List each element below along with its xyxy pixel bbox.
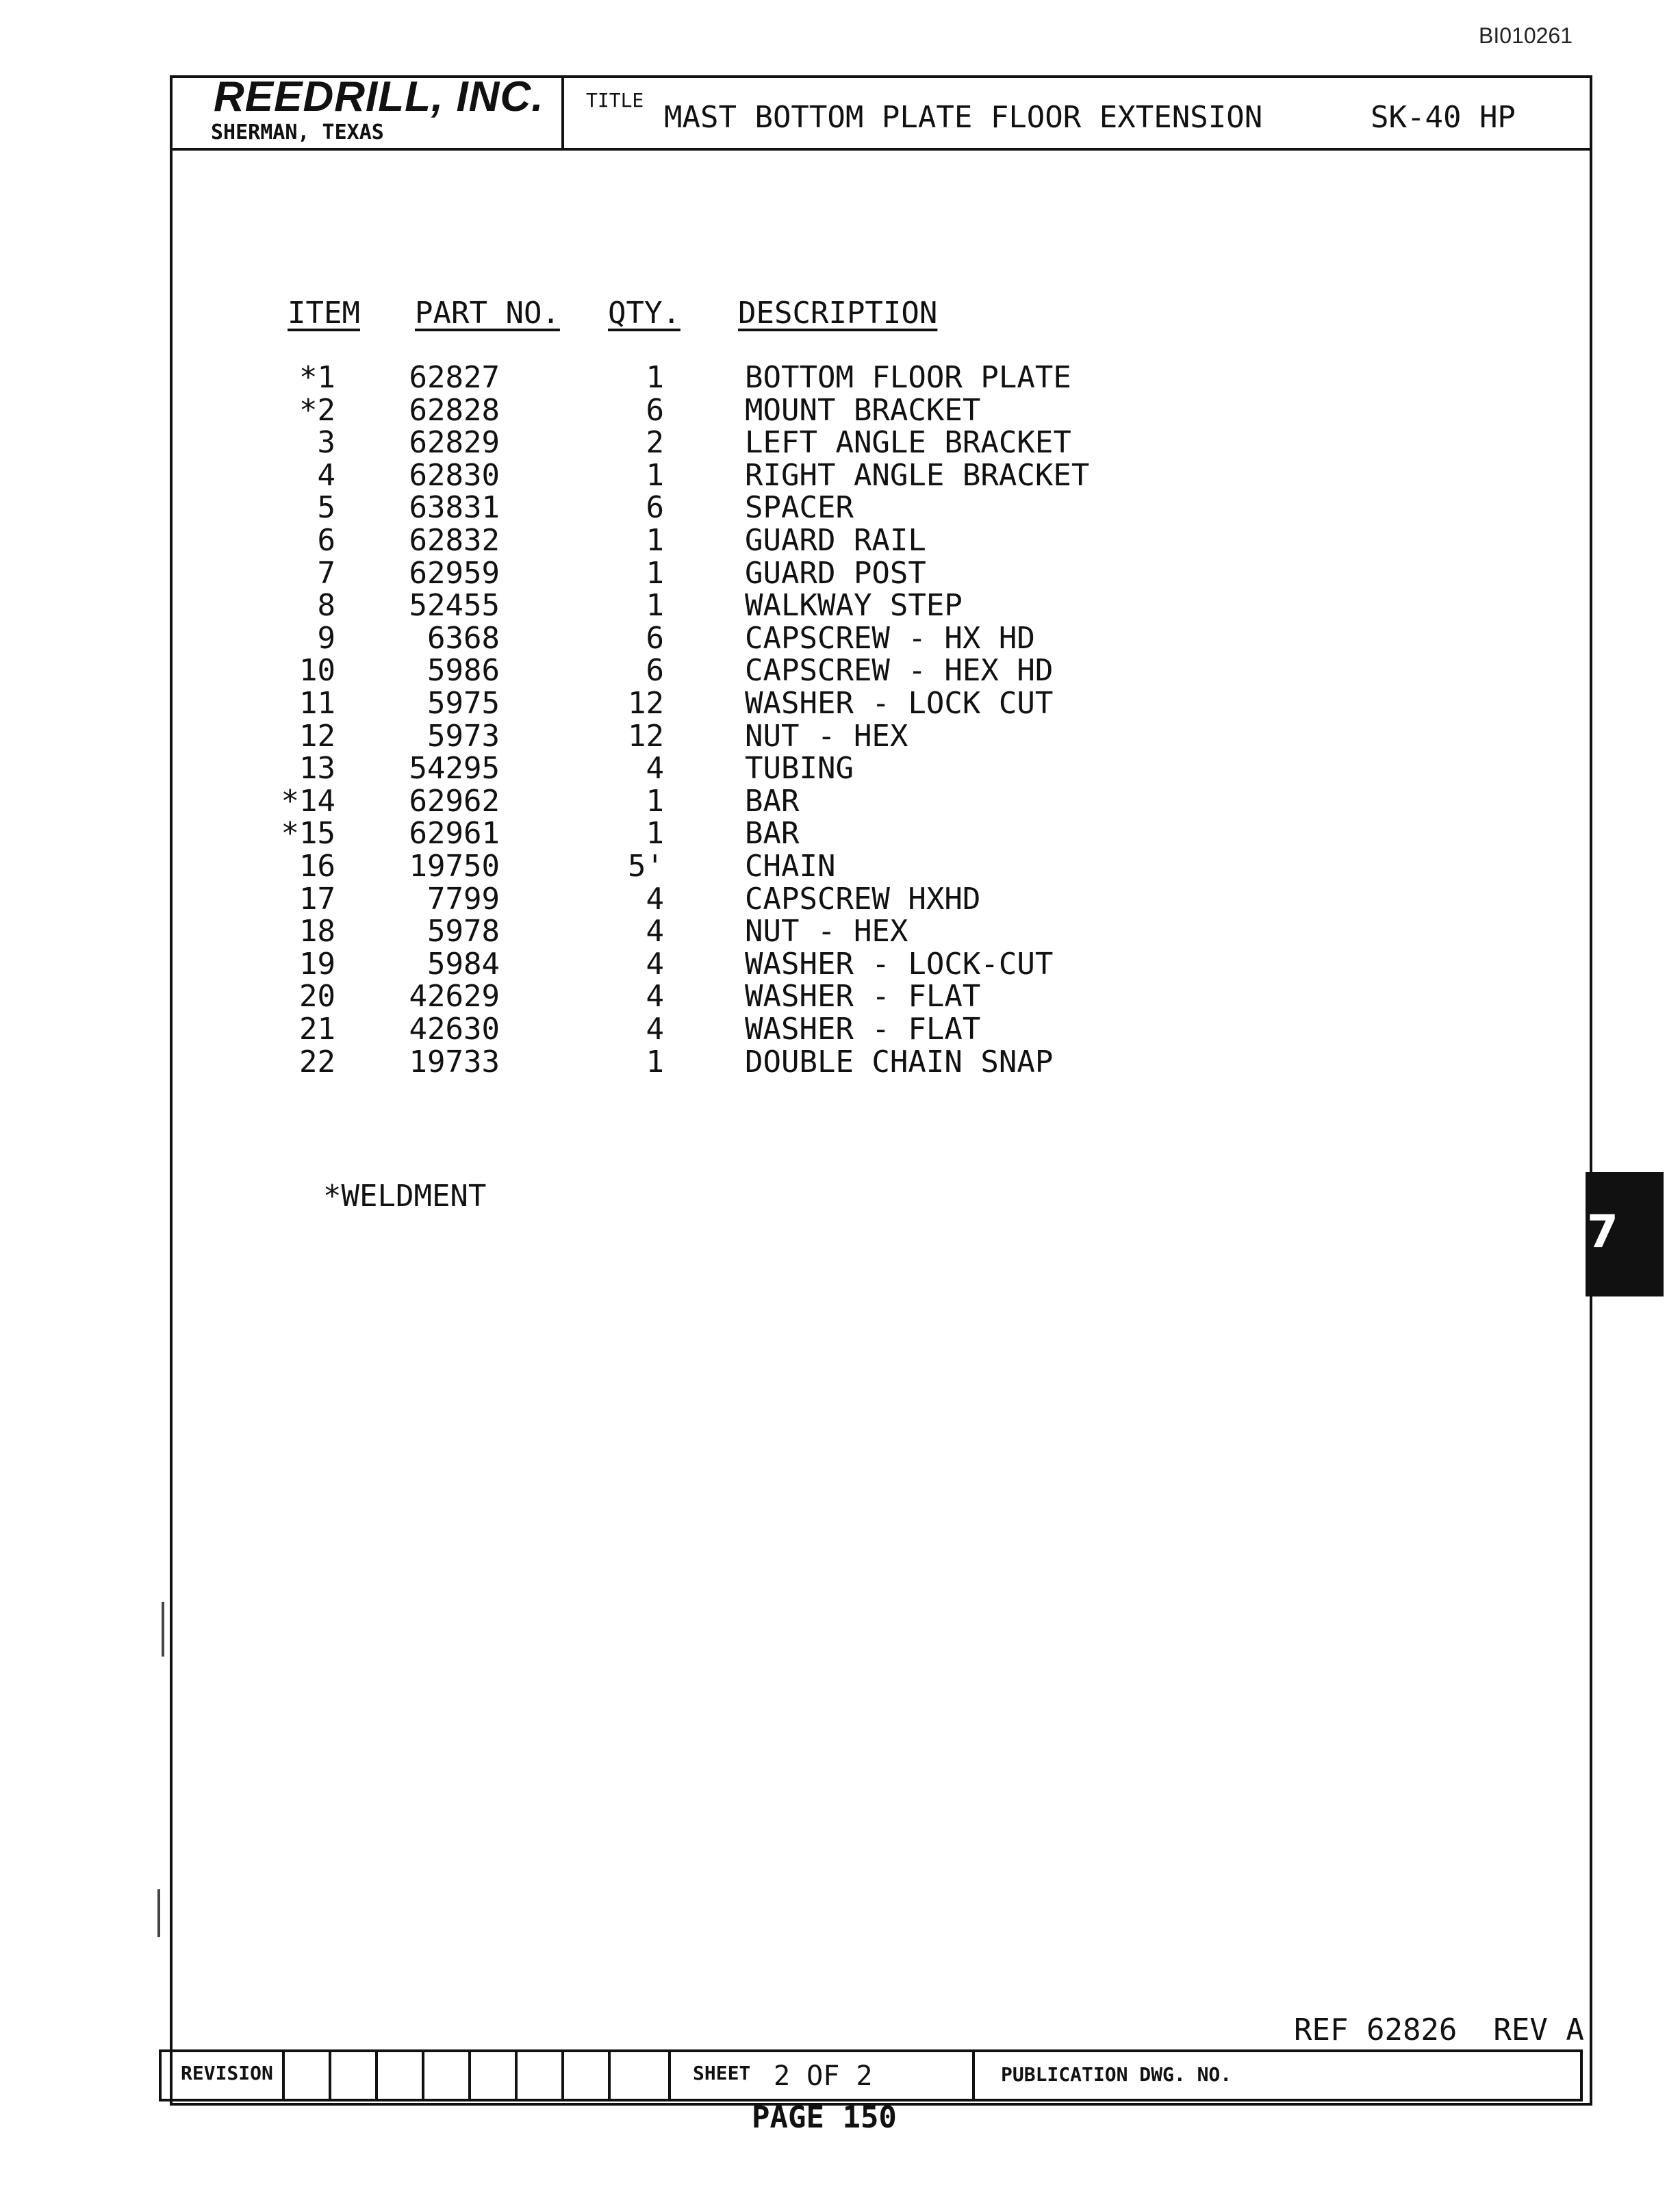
page-number: PAGE 150: [752, 2100, 897, 2135]
table-row: [0, 524, 1680, 557]
qty-cell: 4: [646, 946, 664, 982]
description-cell: LEFT ANGLE BRACKET: [745, 425, 1071, 461]
qty-cell: 1: [646, 588, 664, 624]
description-cell: GUARD POST: [745, 555, 926, 591]
part-no-cell: 19750: [409, 849, 500, 884]
revision-label: REVISION: [181, 2062, 273, 2084]
revision-box-divider: [468, 2049, 471, 2101]
part-no-cell: 42629: [409, 979, 500, 1014]
description-cell: TUBING: [745, 751, 854, 787]
revision-box-divider: [515, 2049, 518, 2101]
scan-artifact: [157, 1889, 160, 1937]
header-item: ITEM: [288, 296, 360, 331]
table-row: [0, 426, 1680, 459]
table-row: [0, 850, 1680, 883]
description-cell: WASHER - FLAT: [745, 1012, 981, 1047]
qty-cell: 1: [646, 783, 664, 819]
description-cell: CAPSCREW HXHD: [745, 881, 981, 917]
section-tab-label: 7: [1587, 1205, 1618, 1258]
revision-box-divider: [375, 2049, 378, 2101]
description-cell: MOUNT BRACKET: [745, 392, 981, 428]
header-part-no: PART NO.: [415, 296, 560, 331]
model-number: SK-40 HP: [1371, 100, 1516, 135]
table-row: [0, 589, 1680, 622]
item-cell: 22: [299, 1044, 335, 1079]
description-cell: BAR: [745, 783, 800, 819]
item-cell: 11: [299, 686, 335, 721]
qty-cell: 1: [646, 555, 664, 591]
sheet-box-divider: [668, 2049, 671, 2101]
revision-box-divider: [608, 2049, 611, 2101]
part-no-cell: 62832: [409, 523, 500, 558]
part-no-cell: 42630: [409, 1012, 500, 1047]
description-cell: WALKWAY STEP: [745, 588, 963, 624]
revision-box-divider: [561, 2049, 564, 2101]
table-row: [0, 687, 1680, 720]
description-cell: RIGHT ANGLE BRACKET: [745, 457, 1090, 493]
description-cell: WASHER - LOCK-CUT: [745, 946, 1054, 982]
table-row: [0, 883, 1680, 916]
part-no-cell: 62961: [409, 816, 500, 852]
description-cell: BOTTOM FLOOR PLATE: [745, 360, 1071, 395]
part-no-cell: 63831: [409, 490, 500, 526]
company-name: REEDRILL, INC.: [214, 73, 544, 120]
item-cell: 8: [317, 588, 335, 624]
description-cell: BAR: [745, 816, 800, 852]
qty-cell: 6: [646, 392, 664, 428]
part-no-cell: 62827: [409, 360, 500, 395]
description-cell: WASHER - FLAT: [745, 979, 981, 1014]
qty-cell: 6: [646, 620, 664, 656]
qty-cell: 1: [646, 457, 664, 493]
part-no-cell: 5986: [427, 653, 500, 689]
qty-cell: 1: [646, 523, 664, 558]
table-row: [0, 557, 1680, 590]
table-row: [0, 491, 1680, 524]
item-cell: 6: [317, 523, 335, 558]
qty-cell: 4: [646, 881, 664, 917]
table-row: [0, 622, 1680, 655]
table-row: [0, 948, 1680, 981]
item-cell: 4: [317, 457, 335, 493]
qty-cell: 4: [646, 751, 664, 787]
sheet-label: SHEET: [693, 2062, 751, 2084]
qty-cell: 5': [628, 849, 664, 884]
table-row: [0, 394, 1680, 427]
part-no-cell: 6368: [427, 620, 500, 656]
document-id: BI010261: [1479, 23, 1573, 48]
revision-box-divider: [282, 2049, 285, 2101]
sheet-value: 2 OF 2: [774, 2060, 873, 2092]
part-no-cell: 62829: [409, 425, 500, 461]
table-row: [0, 980, 1680, 1013]
part-no-cell: 5984: [427, 946, 500, 982]
part-no-cell: 19733: [409, 1044, 500, 1079]
table-row: [0, 785, 1680, 818]
table-row: [0, 915, 1680, 948]
qty-cell: 12: [628, 686, 664, 721]
description-cell: WASHER - LOCK CUT: [745, 686, 1054, 721]
description-cell: SPACER: [745, 490, 854, 526]
part-no-cell: 52455: [409, 588, 500, 624]
title-label: TITLE: [586, 89, 644, 112]
item-cell: 13: [299, 751, 335, 787]
reference-number: REF 62826 REV A: [1294, 2012, 1584, 2047]
description-cell: DOUBLE CHAIN SNAP: [745, 1044, 1054, 1079]
item-cell: 19: [299, 946, 335, 982]
scan-artifact: [162, 1602, 164, 1657]
publication-label: PUBLICATION DWG. NO.: [1001, 2063, 1232, 2086]
qty-cell: 6: [646, 490, 664, 526]
table-row: [0, 1013, 1680, 1046]
item-cell: 9: [317, 620, 335, 656]
qty-cell: 4: [646, 979, 664, 1014]
table-row: [0, 1046, 1680, 1079]
company-city: SHERMAN, TEXAS: [211, 120, 384, 144]
description-cell: GUARD RAIL: [745, 523, 926, 558]
header-qty: QTY.: [608, 296, 680, 331]
item-cell: 18: [299, 914, 335, 949]
item-cell: *15: [281, 816, 335, 852]
description-cell: CAPSCREW - HX HD: [745, 620, 1035, 656]
item-cell: *2: [299, 392, 335, 428]
weldment-note: *WELDMENT: [323, 1179, 487, 1214]
table-row: [0, 817, 1680, 850]
item-cell: *14: [281, 783, 335, 819]
part-no-cell: 62828: [409, 392, 500, 428]
item-cell: 12: [299, 718, 335, 754]
part-no-cell: 5978: [427, 914, 500, 949]
item-cell: 10: [299, 653, 335, 689]
table-row: [0, 361, 1680, 394]
item-cell: *1: [299, 360, 335, 395]
revision-box-divider: [329, 2049, 331, 2101]
qty-cell: 1: [646, 1044, 664, 1079]
part-no-cell: 54295: [409, 751, 500, 787]
qty-cell: 12: [628, 718, 664, 754]
qty-cell: 6: [646, 653, 664, 689]
part-no-cell: 62962: [409, 783, 500, 819]
item-cell: 7: [317, 555, 335, 591]
part-no-cell: 5973: [427, 718, 500, 754]
item-cell: 3: [317, 425, 335, 461]
table-row: [0, 459, 1680, 492]
table-row: [0, 654, 1680, 687]
part-no-cell: 7799: [427, 881, 500, 917]
item-cell: 17: [299, 881, 335, 917]
drawing-title: MAST BOTTOM PLATE FLOOR EXTENSION: [664, 100, 1263, 135]
part-no-cell: 62830: [409, 457, 500, 493]
item-cell: 21: [299, 1012, 335, 1047]
publication-box-divider: [972, 2049, 975, 2101]
header-description: DESCRIPTION: [738, 296, 938, 331]
item-cell: 5: [317, 490, 335, 526]
qty-cell: 2: [646, 425, 664, 461]
qty-cell: 1: [646, 816, 664, 852]
item-cell: 20: [299, 979, 335, 1014]
table-row: [0, 720, 1680, 753]
description-cell: CHAIN: [745, 849, 836, 884]
part-no-cell: 5975: [427, 686, 500, 721]
table-row: [0, 752, 1680, 785]
description-cell: NUT - HEX: [745, 914, 908, 949]
revision-box-divider: [422, 2049, 424, 2101]
title-block-divider: [561, 75, 564, 151]
description-cell: CAPSCREW - HEX HD: [745, 653, 1054, 689]
qty-cell: 4: [646, 914, 664, 949]
qty-cell: 1: [646, 360, 664, 395]
description-cell: NUT - HEX: [745, 718, 908, 754]
part-no-cell: 62959: [409, 555, 500, 591]
item-cell: 16: [299, 849, 335, 884]
qty-cell: 4: [646, 1012, 664, 1047]
